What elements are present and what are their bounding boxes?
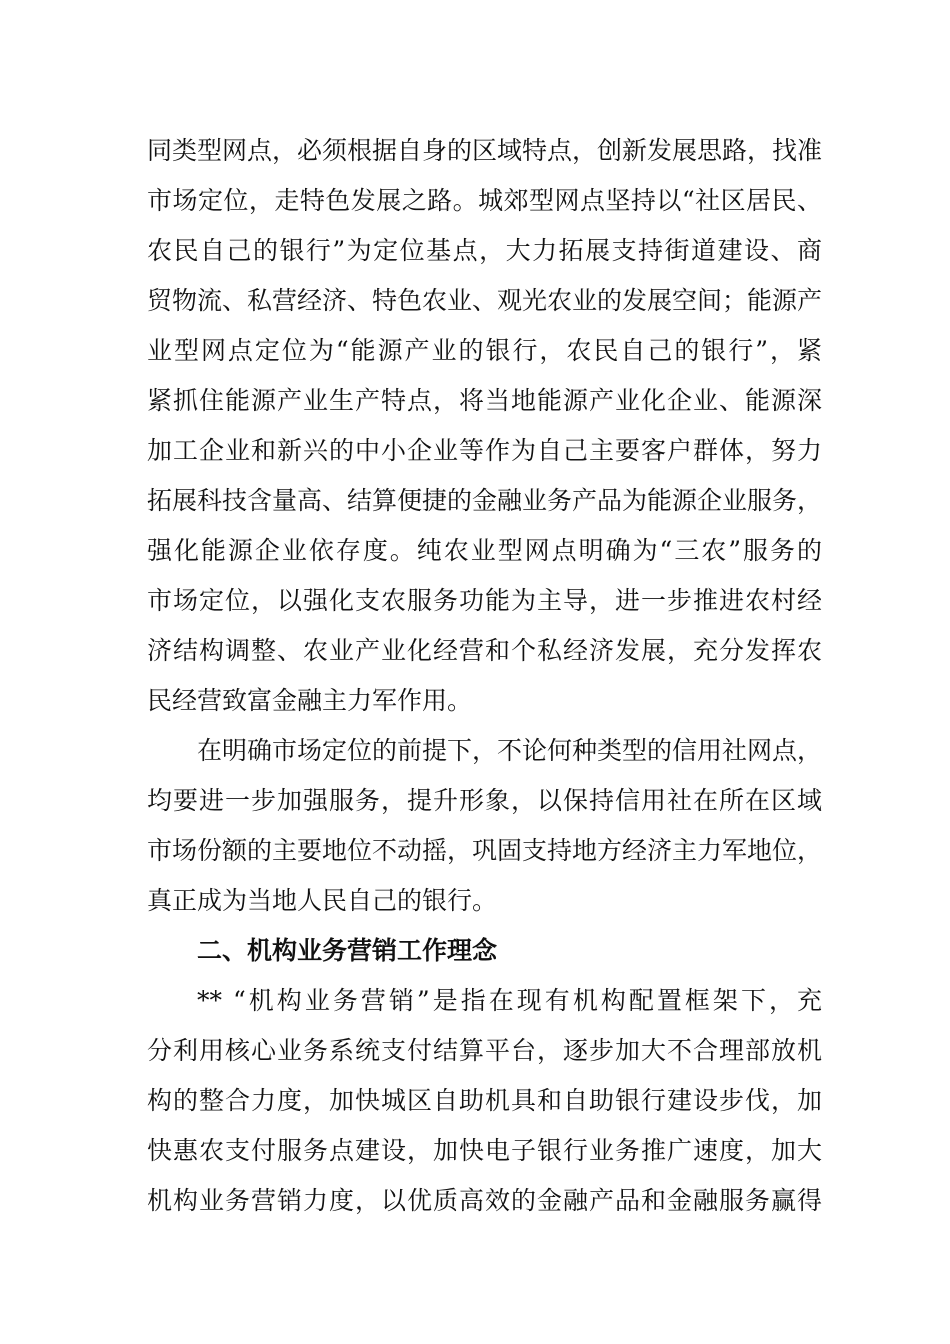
paragraph-line: 农民自己的银行”为定位基点，大力拓展支持街道建设、商 xyxy=(147,236,822,265)
paragraph-line: 加工企业和新兴的中小企业等作为自己主要客户群体，努力 xyxy=(147,436,822,465)
paragraph-line: 市场定位，以强化支农服务功能为主导，进一步推进农村经 xyxy=(147,586,822,615)
paragraph-line: ** “机构业务营销”是指在现有机构配置框架下，充 xyxy=(197,986,822,1015)
paragraph-line: 拓展科技含量高、结算便捷的金融业务产品为能源企业服务， xyxy=(147,486,823,515)
paragraph-line: 济结构调整、农业产业化经营和个私经济发展，充分发挥农 xyxy=(147,636,822,665)
paragraph-line: 紧抓住能源产业生产特点，将当地能源产业化企业、能源深 xyxy=(147,386,822,415)
paragraph-line: 民经营致富金融主力军作用。 xyxy=(147,686,473,715)
paragraph-line: 强化能源企业依存度。纯农业型网点明确为“三农”服务的 xyxy=(147,536,822,565)
paragraph-line: 快惠农支付服务点建设，加快电子银行业务推广速度，加大 xyxy=(147,1136,822,1165)
paragraph-line: 业型网点定位为“能源产业的银行，农民自己的银行”，紧 xyxy=(147,336,822,365)
paragraph-line: 均要进一步加强服务，提升形象，以保持信用社在所在区域 xyxy=(147,786,822,815)
paragraph-line: 真正成为当地人民自己的银行。 xyxy=(147,886,498,915)
paragraph-line: 市场份额的主要地位不动摇，巩固支持地方经济主力军地位， xyxy=(147,836,823,865)
paragraph-line: 贸物流、私营经济、特色农业、观光农业的发展空间；能源产 xyxy=(147,286,823,315)
paragraph-line: 机构业务营销力度，以优质高效的金融产品和金融服务赢得 xyxy=(147,1186,822,1215)
paragraph-line: 分利用核心业务系统支付结算平台，逐步加大不合理部放机 xyxy=(147,1036,822,1065)
paragraph-line: 构的整合力度，加快城区自助机具和自助银行建设步伐，加 xyxy=(147,1086,822,1115)
paragraph-line: 同类型网点，必须根据自身的区域特点，创新发展思路，找准 xyxy=(147,136,823,165)
paragraph-line: 在明确市场定位的前提下，不论何种类型的信用社网点， xyxy=(197,736,823,765)
section-heading: 二、机构业务营销工作理念 xyxy=(197,936,498,965)
paragraph-line: 市场定位，走特色发展之路。城郊型网点坚持以“社区居民、 xyxy=(147,186,822,215)
